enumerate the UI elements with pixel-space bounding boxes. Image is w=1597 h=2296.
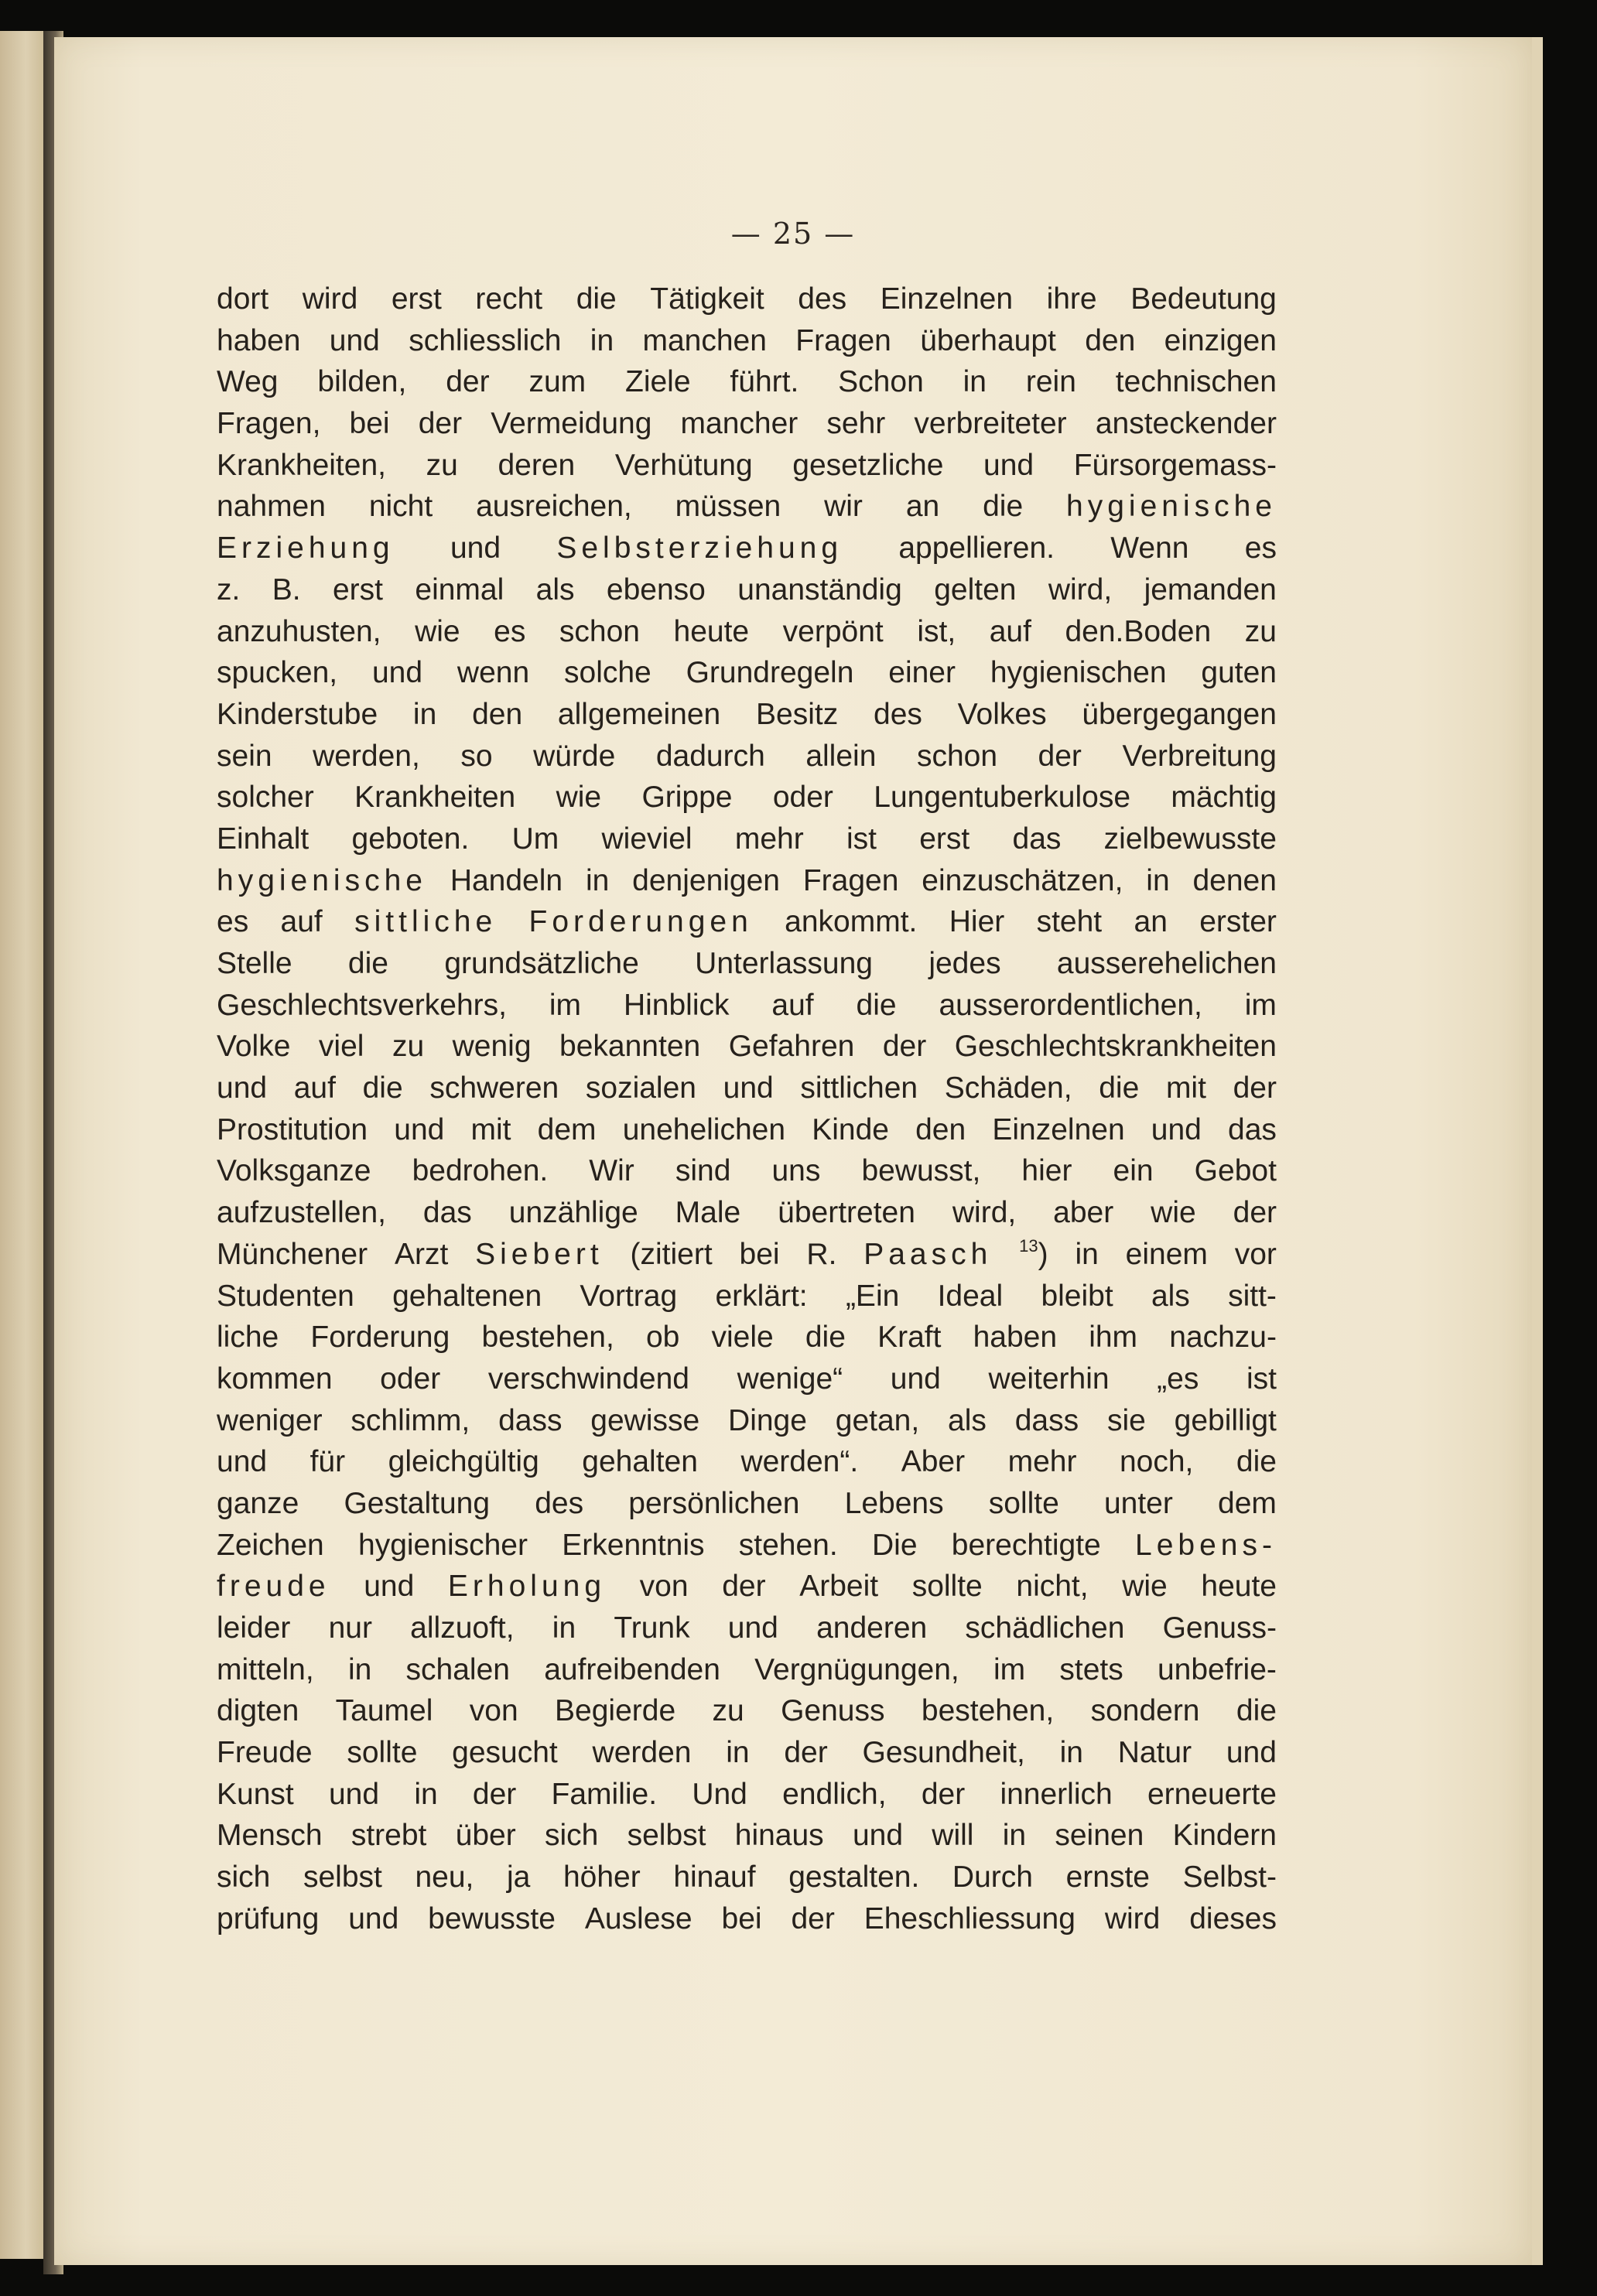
text-line: Stelle die grundsätzliche Unterlassung jedes ausserehelichen bbox=[217, 947, 1277, 980]
text-line: haben und schliesslich in manchen Fragen überhaupt den einzigen bbox=[217, 323, 1277, 357]
text-line: digten Taumel von Begierde zu Genuss bestehen, sondern die bbox=[217, 1694, 1277, 1728]
text-line: ganze Gestaltung des persönlichen Lebens sollte unter dem bbox=[217, 1486, 1277, 1520]
text-line: Studenten gehaltenen Vortrag erklärt: „Ein Ideal bleibt als sitt- bbox=[217, 1279, 1277, 1313]
text-line: spucken, und wenn solche Grundregeln einer hygienischen guten bbox=[217, 656, 1277, 690]
text-line: Prostitution und mit dem unehelichen Kinde den Einzelnen und das bbox=[217, 1112, 1277, 1146]
text-line: freude und Erholung von der Arbeit sollte nicht, wie heute bbox=[217, 1570, 1277, 1604]
text-line: solcher Krankheiten wie Grippe oder Lungentuberkulose mächtig bbox=[217, 781, 1277, 815]
text-line: sein werden, so würde dadurch allein schon der Verbreitung bbox=[217, 739, 1277, 773]
body-text bbox=[217, 278, 1277, 1940]
text-line: weniger schlimm, dass gewisse Dinge getan, als dass sie gebilligt bbox=[217, 1403, 1277, 1437]
text-line: Geschlechtsverkehrs, im Hinblick auf die ausserordentlichen, im bbox=[217, 988, 1277, 1022]
text-line: nahmen nicht ausreichen, müssen wir an die hygienische bbox=[217, 490, 1277, 524]
text-line: es auf sittliche Forderungen ankommt. Hier steht an erster bbox=[217, 905, 1277, 939]
text-line: Weg bilden, der zum Ziele führt. Schon in rein technischen bbox=[217, 365, 1277, 399]
text-line: aufzustellen, das unzählige Male übertreten wird, aber wie der bbox=[217, 1196, 1277, 1230]
text-line: kommen oder verschwindend wenige“ und weiterhin „es ist bbox=[217, 1362, 1277, 1396]
text-line: Kunst und in der Familie. Und endlich, der innerlich erneuerte bbox=[217, 1777, 1277, 1811]
text-line: und für gleichgültig gehalten werden“. Aber mehr noch, die bbox=[217, 1445, 1277, 1479]
text-line: z. B. erst einmal als ebenso unanständig gelten wird, jemanden bbox=[217, 572, 1277, 606]
text-line: Mensch strebt über sich selbst hinaus und will in seinen Kindern bbox=[217, 1819, 1277, 1853]
page-number: — 25 — bbox=[730, 217, 856, 251]
text-line: leider nur allzuoft, in Trunk und anderen schädlichen Genuss- bbox=[217, 1611, 1277, 1645]
text-line: und auf die schweren sozialen und sittlichen Schäden, die mit der bbox=[217, 1071, 1277, 1105]
text-line: mitteln, in schalen aufreibenden Vergnügungen, im stets unbefrie- bbox=[217, 1652, 1277, 1686]
text-line: sich selbst neu, ja höher hinauf gestalten. Durch ernste Selbst- bbox=[217, 1860, 1277, 1895]
text-line: Freude sollte gesucht werden in der Gesundheit, in Natur und bbox=[217, 1736, 1277, 1770]
text-line: hygienische Handeln in denjenigen Fragen einzuschätzen, in denen bbox=[217, 863, 1277, 897]
facing-page-edge bbox=[0, 31, 43, 2259]
text-line: anzuhusten, wie es schon heute verpönt ist, auf den.Boden zu bbox=[217, 614, 1277, 648]
text-line: Volke viel zu wenig bekannten Gefahren der Geschlechtskrankheiten bbox=[217, 1030, 1277, 1064]
text-line: Krankheiten, zu deren Verhütung gesetzliche und Fürsorgemass- bbox=[217, 448, 1277, 482]
text-line: Erziehung und Selbsterziehung appellieren. Wenn es bbox=[217, 531, 1277, 565]
text-line: Einhalt geboten. Um wieviel mehr ist erst das zielbewusste bbox=[217, 822, 1277, 856]
text-line: liche Forderung bestehen, ob viele die Kraft haben ihm nachzu- bbox=[217, 1321, 1277, 1355]
text-line: Münchener Arzt Siebert (zitiert bei R. Paasch $^{13}$) in einem vor bbox=[217, 1235, 1277, 1271]
text-line: Fragen, bei der Vermeidung mancher sehr verbreiteter ansteckender bbox=[217, 407, 1277, 441]
book-page bbox=[54, 37, 1543, 2265]
text-line: Volksganze bedrohen. Wir sind uns bewusst, hier ein Gebot bbox=[217, 1154, 1277, 1188]
text-line: Kinderstube in den allgemeinen Besitz des Volkes übergegangen bbox=[217, 697, 1277, 731]
text-line: dort wird erst recht die Tätigkeit des Einzelnen ihre Bedeutung bbox=[217, 282, 1277, 316]
text-line: prüfung und bewusste Auslese bei der Eheschliessung wird dieses bbox=[217, 1901, 1277, 1936]
text-line: Zeichen hygienischer Erkenntnis stehen. Die berechtigte Lebens- bbox=[217, 1528, 1277, 1562]
